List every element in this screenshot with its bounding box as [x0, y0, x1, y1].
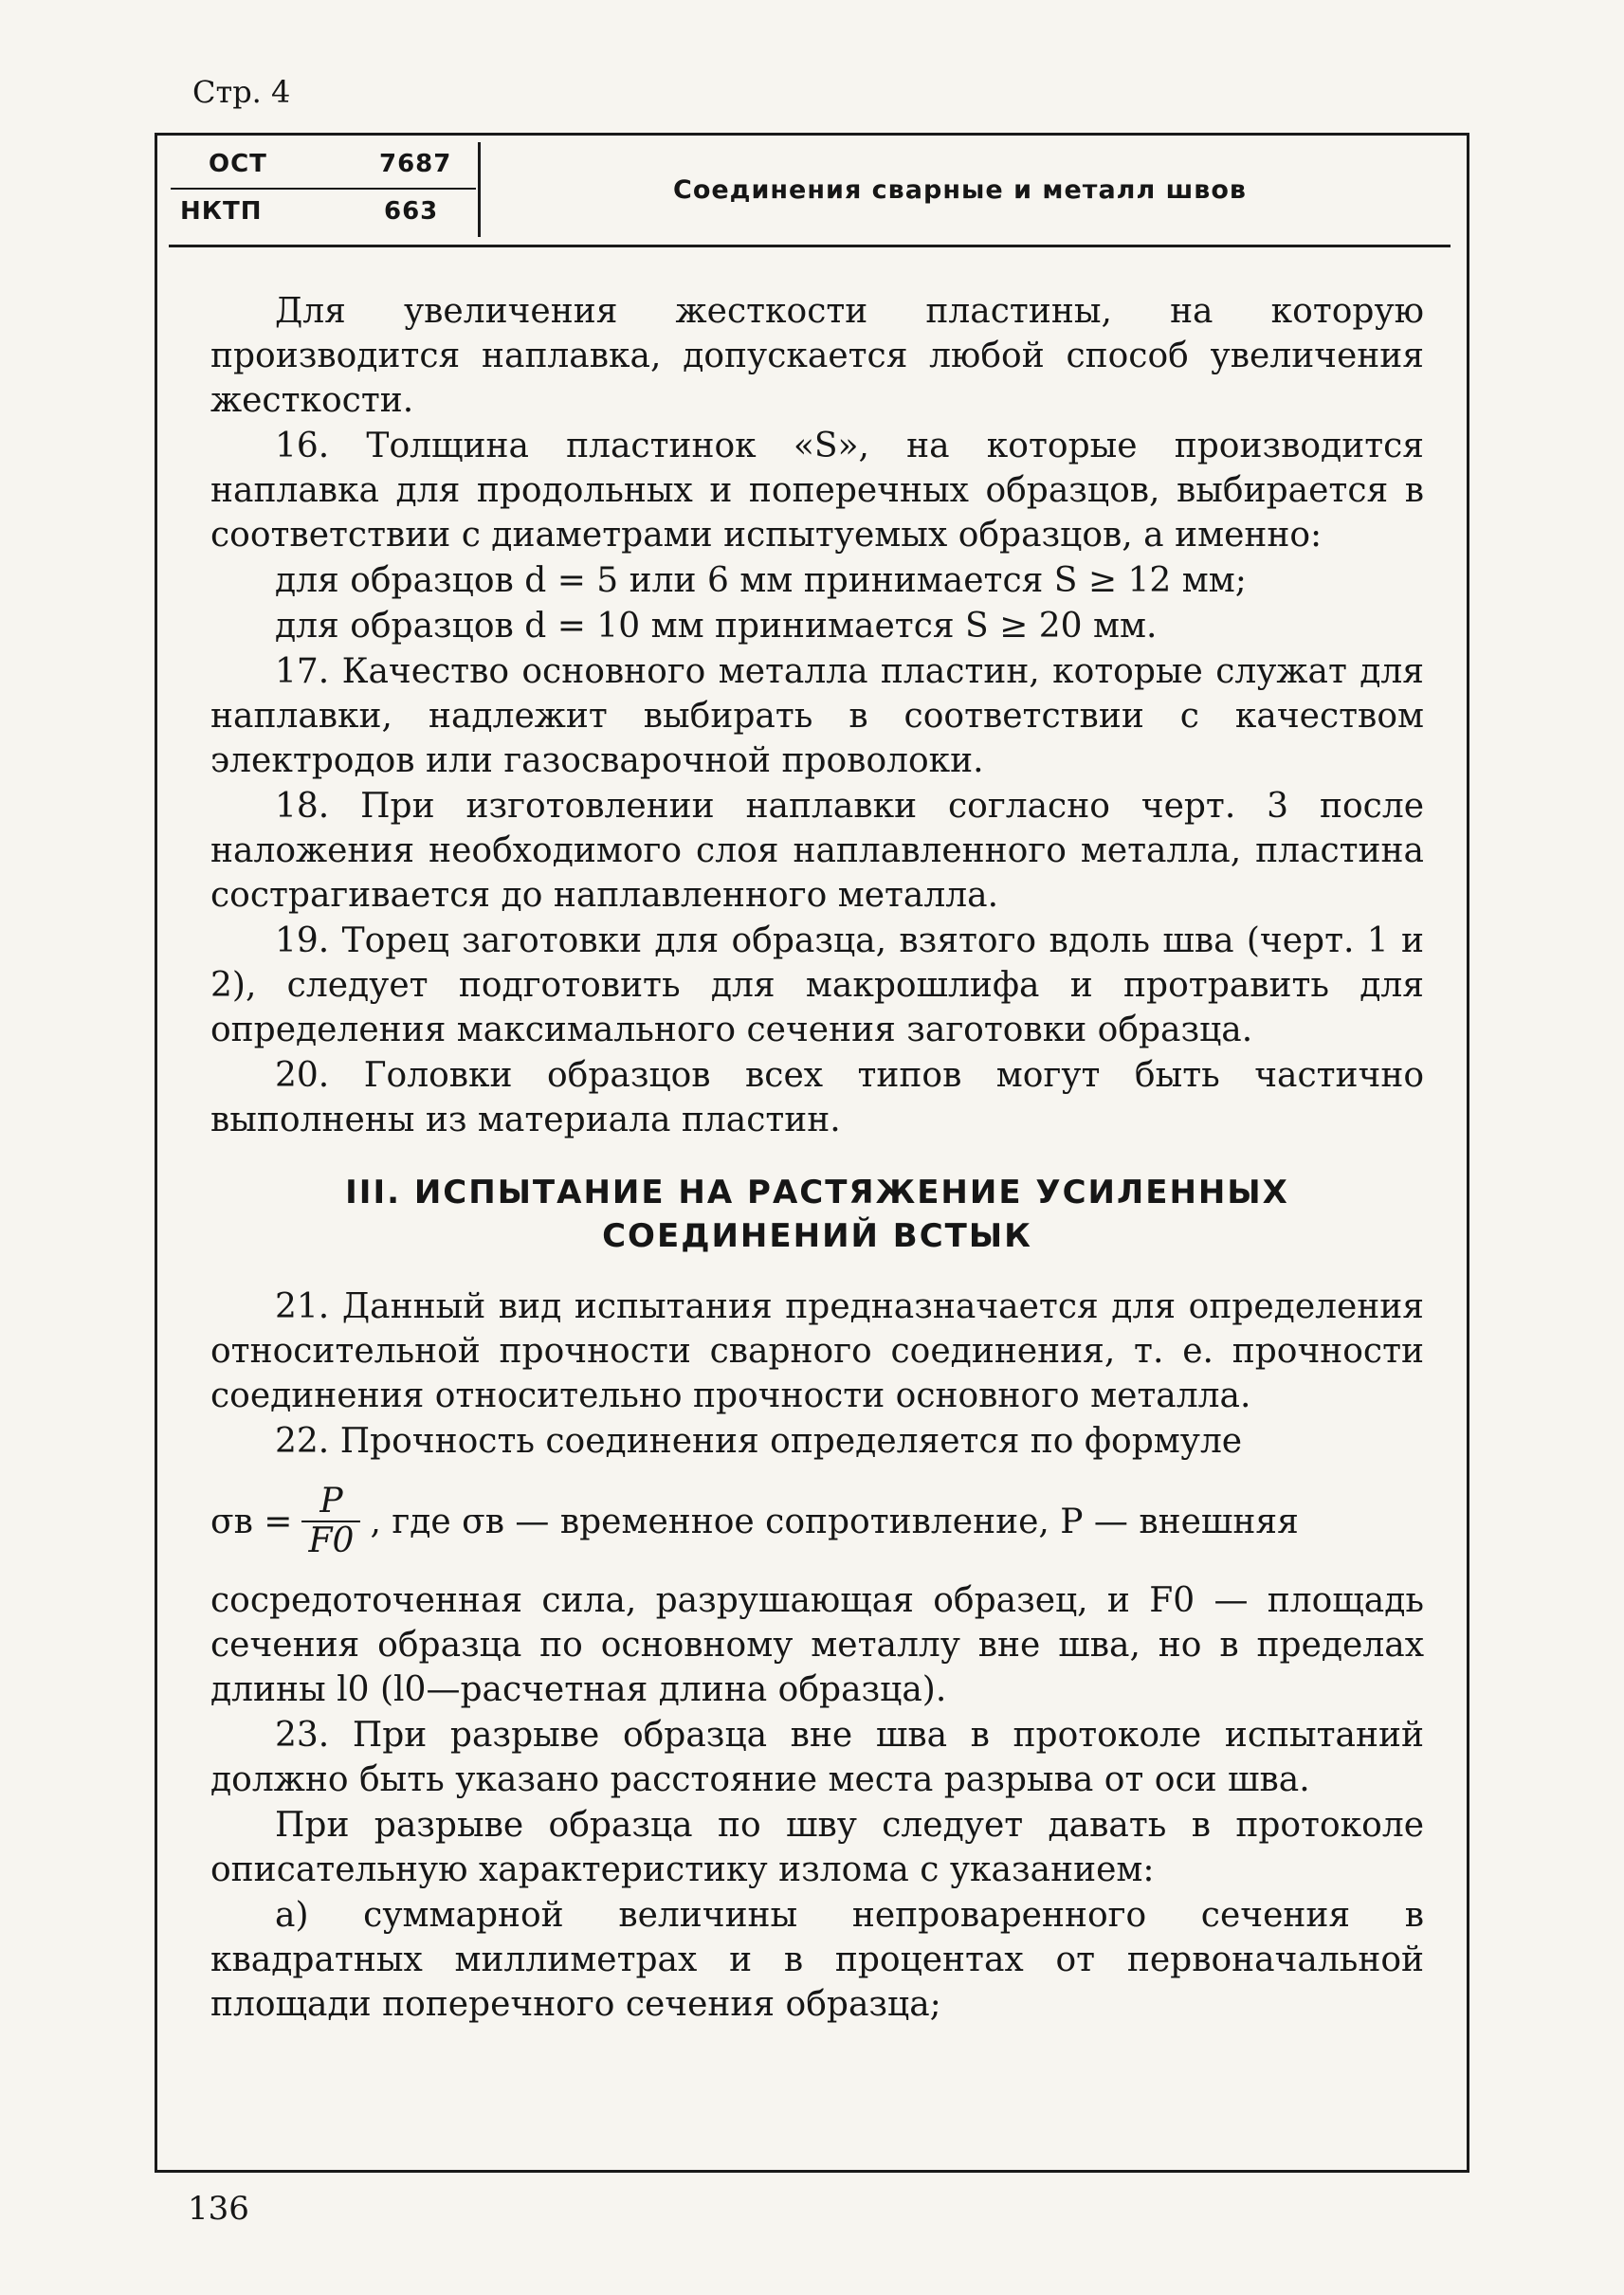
formula-explanation: , где σв — временное сопротивление, P — внешняя [370, 1502, 1299, 1541]
header-vertical-divider [478, 142, 481, 237]
top-rule [155, 133, 1469, 136]
paragraph-20: 20. Головки образцов всех типов могут быть частично выполнены из материала пластин. [210, 1056, 1424, 1139]
paragraph-continuation: сосредоточенная сила, разрушающая образец, и F0 — площадь сечения образца по основному металлу вне шва, но в пределах длины l0 (l0—расчетная длина образца). [210, 1581, 1424, 1709]
header-rule [169, 245, 1451, 247]
ost-number: 7687 [379, 150, 452, 178]
paragraph: Для увеличения жесткости пластины, на которую производится наплавка, допускается любой способ увеличения жесткости. [210, 292, 1424, 420]
formula [210, 1465, 1424, 1578]
bottom-rule [155, 2170, 1469, 2173]
paragraph-17: 17. Качество основного металла пластин, которые служат для наплавки, надлежит выбирать в соответствии с качеством электродов или газосварочной проволоки. [210, 652, 1424, 780]
formula-lhs: σв = [210, 1502, 293, 1541]
document-title: Соединения сварные и металл швов [673, 175, 1248, 205]
paragraph: При разрыве образца по шву следует давать в протоколе описательную характеристику излома с указанием: [210, 1806, 1424, 1889]
paragraph-21: 21. Данный вид испытания предназначается для определения относительной прочности сварного соединения, т. е. прочности соединения относительно прочности основного металла. [210, 1287, 1424, 1415]
paragraph-19: 19. Торец заготовки для образца, взятого вдоль шва (черт. 1 и 2), следует подготовить для макрошлифа и протравить для определения максимального сечения заготовки образца. [210, 921, 1424, 1049]
standard-designation-box [171, 142, 479, 237]
nktp-label: НКТП [180, 197, 263, 226]
formula-denominator: F0 [308, 1521, 355, 1560]
paragraph-22: 22. Прочность соединения определяется по формуле [275, 1422, 1243, 1461]
list-item: а) суммарной величины непроваренного сечения в квадратных миллиметрах и в процентах от первоначальной площади поперечного сечения образца; [210, 1896, 1424, 2024]
section-heading: III. ИСПЫТАНИЕ НА РАСТЯЖЕНИЕ УСИЛЕННЫХ СОЕДИНЕНИЙ ВСТЫК [345, 1174, 1289, 1255]
condition-line: для образцов d = 5 или 6 мм принимается S ≥ 12 мм; [275, 561, 1247, 600]
right-frame-line [1467, 133, 1469, 2173]
nktp-number: 663 [384, 197, 439, 226]
page-label: Стр. 4 [192, 74, 291, 110]
paragraph-16: 16. Толщина пластинок «S», на которые производится наплавка для продольных и поперечных образцов, выбирается в соответствии с диаметрами испытуемых образцов, а именно: [210, 427, 1424, 555]
page-number: 136 [188, 2190, 249, 2228]
paragraph-18: 18. При изготовлении наплавки согласно черт. 3 после наложения необходимого слоя наплавленного металла, пластина сострагивается до наплавленного металла. [210, 787, 1424, 915]
ost-label: ОСТ [209, 150, 267, 178]
paragraph-23: 23. При разрыве образца вне шва в протоколе испытаний должно быть указано расстояние места разрыва от оси шва. [210, 1716, 1424, 1799]
formula-numerator: P [319, 1482, 343, 1521]
page-body [210, 289, 1424, 2028]
condition-line: для образцов d = 10 мм принимается S ≥ 20 мм. [275, 607, 1158, 646]
left-frame-line [155, 133, 157, 2173]
designation-divider [171, 188, 476, 190]
formula-fraction [301, 1483, 360, 1560]
